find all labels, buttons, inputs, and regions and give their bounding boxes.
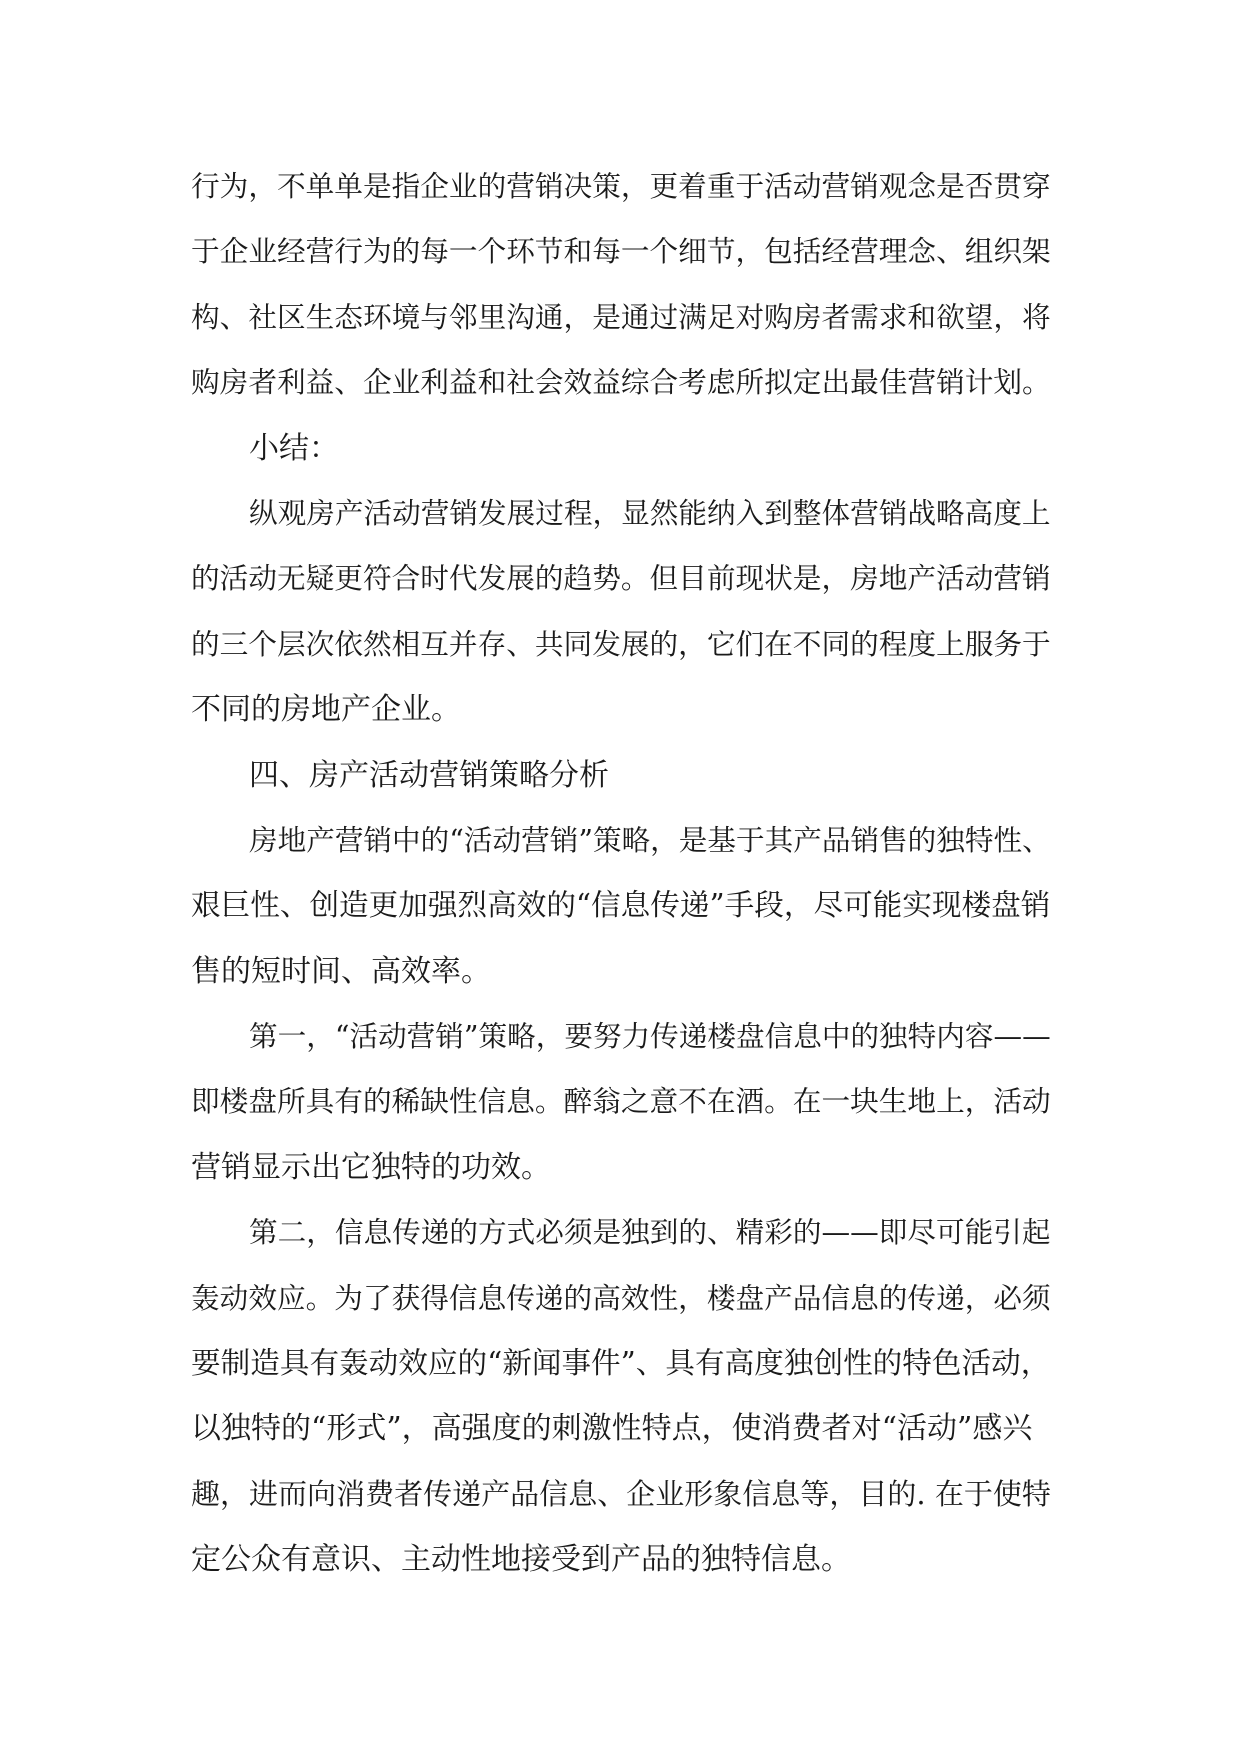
text-line: 营销显示出它独特的功效。	[191, 1149, 551, 1185]
document-body	[191, 154, 1051, 1593]
text-line: 不同的房地产企业。	[191, 692, 461, 728]
text-line: 第一，“活动营销”策略，要努力传递楼盘信息中的独特内容——	[249, 1019, 1051, 1054]
text-line: 的三个层次依然相互并存、共同发展的，它们在不同的程度上服务于	[191, 626, 1051, 661]
text-line: 以独特的“形式”，高强度的刺激性特点，使消费者对“活动”感兴	[191, 1411, 1033, 1447]
text-line: 小结：	[249, 430, 339, 466]
text-line: 于企业经营行为的每一个环节和每一个细节，包括经营理念、组织架	[191, 234, 1051, 269]
text-line: 购房者利益、企业利益和社会效益综合考虑所拟定出最佳营销计划。	[191, 365, 1051, 400]
text-line: 艰巨性、创造更加强烈高效的“信息传递”手段，尽可能实现楼盘销	[191, 888, 1051, 923]
text-line: 房地产营销中的“活动营销”策略，是基于其产品销售的独特性、	[249, 822, 1051, 857]
text-line: 趣，进而向消费者传递产品信息、企业形象信息等，目的. 在于使特	[191, 1476, 1051, 1511]
text-line: 的活动无疑更符合时代发展的趋势。但目前现状是，房地产活动营销	[191, 561, 1051, 596]
text-line: 轰动效应。为了获得信息传递的高效性，楼盘产品信息的传递，必须	[191, 1280, 1051, 1315]
text-line: 四、房产活动营销策略分析	[249, 757, 609, 793]
text-line: 纵观房产活动营销发展过程，显然能纳入到整体营销战略高度上	[249, 495, 1051, 530]
text-line: 构、社区生态环境与邻里沟通，是通过满足对购房者需求和欲望，将	[191, 299, 1051, 334]
text-line: 即楼盘所具有的稀缺性信息。醉翁之意不在酒。在一块生地上，活动	[191, 1084, 1051, 1119]
text-line: 定公众有意识、主动性地接受到产品的独特信息。	[191, 1542, 851, 1578]
text-line: 行为，不单单是指企业的营销决策，更着重于活动营销观念是否贯穿	[191, 169, 1051, 203]
text-line: 第二，信息传递的方式必须是独到的、精彩的——即尽可能引起	[249, 1215, 1051, 1250]
text-line: 要制造具有轰动效应的“新闻事件”、具有高度独创性的特色活动，	[191, 1346, 1051, 1381]
text-line: 售的短时间、高效率。	[191, 953, 491, 989]
